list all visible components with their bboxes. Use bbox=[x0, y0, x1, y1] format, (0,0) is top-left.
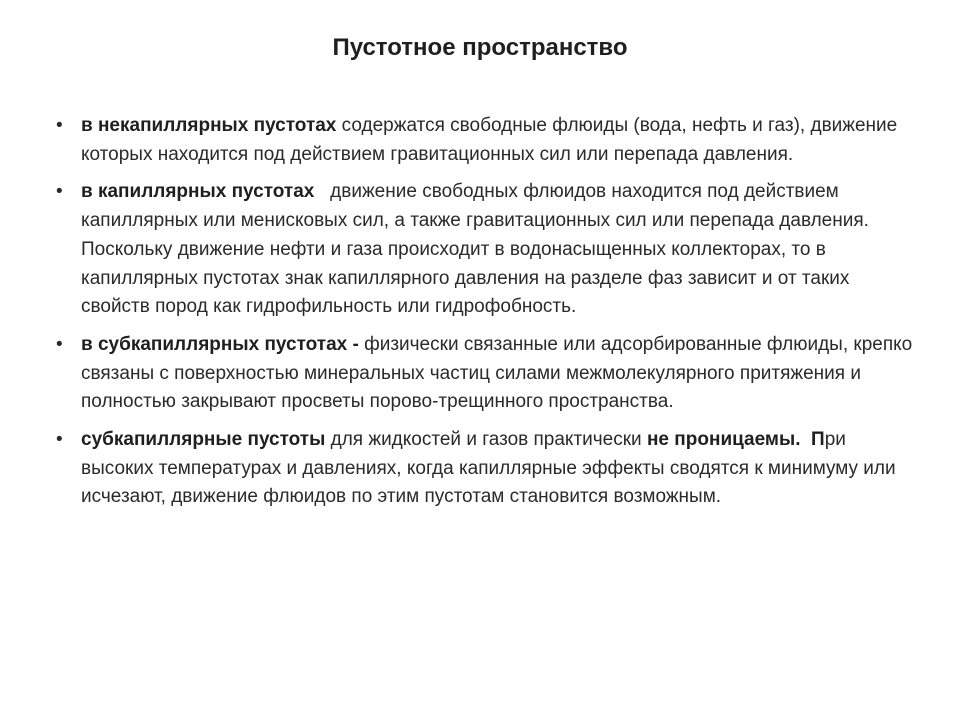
bullet-text: движение свободных флюидов находится под действием капиллярных или менисковых сил, а также гравитационных сил или перепада давления. Поскольку движение нефти и газа происходит в водонасыщенных коллекторах, то в капиллярных пустотах знак капиллярного давления на разделе фаз зависит и от таких свойств пород как гидрофильность или гидрофобность. bbox=[81, 181, 875, 318]
bullet-term: в некапиллярных пустотах bbox=[81, 115, 337, 136]
slide-title: Пустотное пространство bbox=[332, 34, 628, 61]
bullet-dot-icon: • bbox=[56, 429, 63, 451]
bullet-text: физически связанные или адсорбированные флюиды, крепко связаны с поверхностью минеральных частиц силами межмолекулярного притяжения и полностью закрывают просветы порово-трещинного пространства. bbox=[81, 333, 913, 413]
bullet-term: субкапиллярные пустоты bbox=[81, 429, 326, 451]
bullet-term: в субкапиллярных пустотах - bbox=[81, 333, 359, 355]
bullet-term: в капиллярных пустотах bbox=[81, 181, 315, 203]
bullet-emphasis: не проницаемы. П bbox=[646, 429, 825, 451]
bullet-dot-icon: • bbox=[56, 333, 63, 355]
bullet-noncapillary bbox=[56, 112, 916, 169]
bullet-dot-icon: • bbox=[56, 115, 63, 136]
bullet-subcapillary-permeability bbox=[56, 426, 916, 512]
bullet-text: содержатся свободные флюиды (вода, нефть и газ), движение которых находится под действием гравитационных сил или перепада давления. bbox=[81, 115, 898, 165]
bullet-dot-icon: • bbox=[56, 181, 63, 203]
bullet-subcapillary bbox=[56, 331, 916, 417]
bullet-text: для жидкостей и газов практически bbox=[325, 429, 647, 451]
bullet-text-continued: ри высоких температурах и давлениях, когда капиллярные эффекты сводятся к минимуму или исчезают, движение флюидов по этим пустотам становится возможным. bbox=[81, 429, 896, 508]
bullet-capillary bbox=[56, 178, 916, 322]
bullet-list bbox=[56, 112, 916, 521]
